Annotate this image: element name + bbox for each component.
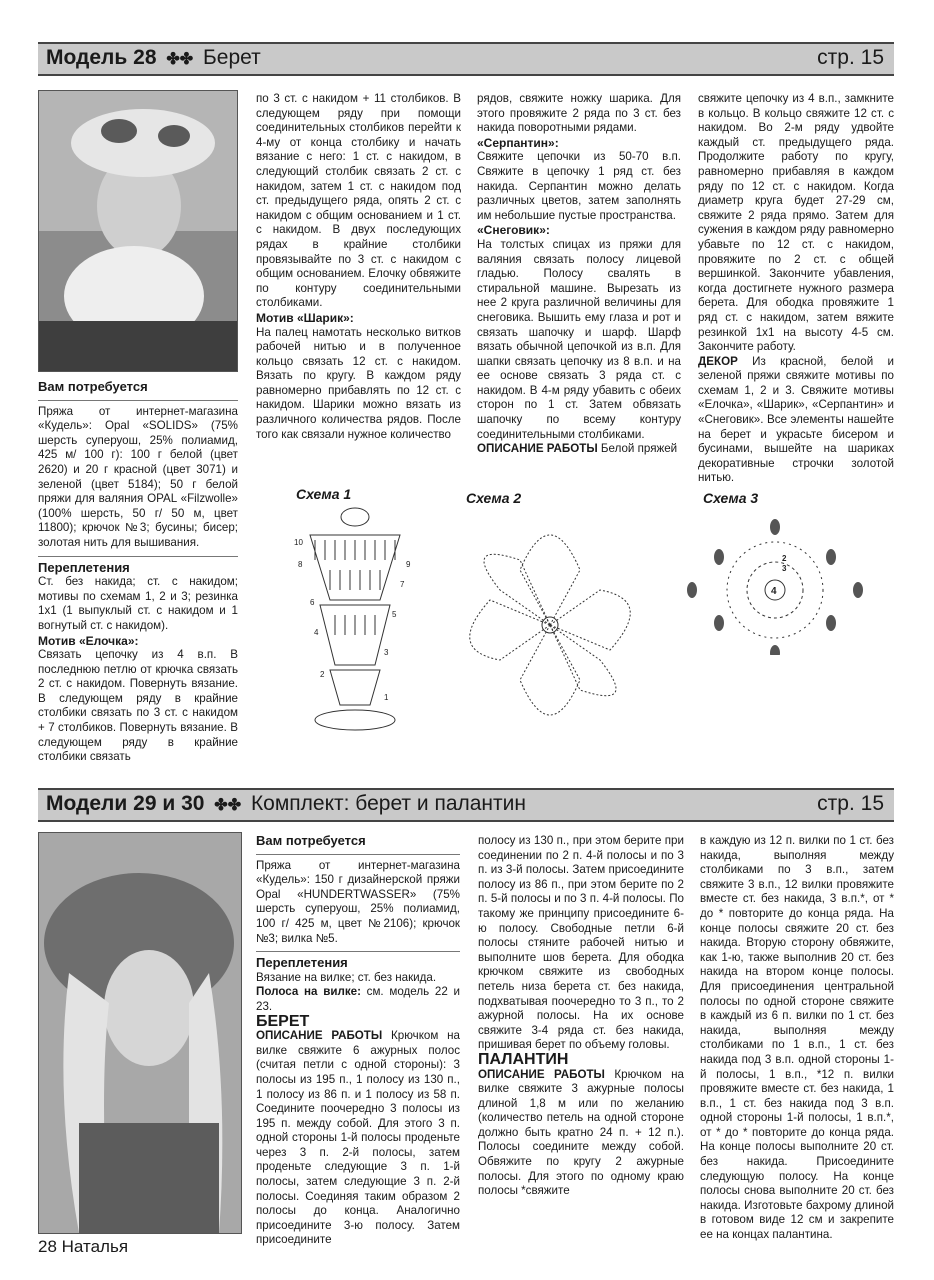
clubs-icon: ✤✤ <box>214 797 242 814</box>
model-29-30-banner <box>38 788 894 822</box>
schema-1-num: 9 <box>406 560 411 569</box>
banner-title <box>46 792 526 816</box>
fork-text: см. модель 22 и 23. <box>256 985 460 1013</box>
work-paragraph <box>477 442 681 457</box>
palantin-lead: ОПИСАНИЕ РАБОТЫ <box>478 1067 605 1081</box>
snegovik-heading: «Снеговик»: <box>477 223 550 238</box>
section1-column-1 <box>38 380 238 765</box>
page-footer: 28 Наталья <box>38 1237 129 1256</box>
stitches-text: Вязание на вилке; ст. без накида. <box>256 970 437 984</box>
section1-column-3 <box>477 92 681 457</box>
schema-3-diagram <box>682 505 872 655</box>
schema-1-num: 8 <box>298 560 303 569</box>
banner-title <box>46 46 261 70</box>
stitches-text: Ст. без накида; ст. с накидом; мотивы по схемам 1, 2 и 3; резинка 1х1 (1 выпуклый ст. с накидом и 1 вогнутый ст. с накидом). <box>38 575 238 632</box>
section2-column-3 <box>478 834 684 1199</box>
col3-text: рядов, свяжите ножку шарика. Для этого провяжите 2 ряда по 3 ст. без накида поворотными рядами. <box>477 92 681 135</box>
divider <box>256 854 460 855</box>
col4-text: свяжите цепочку из 4 в.п., замкните в кольцо. В кольцо свяжите 12 ст. с накидом. Во 2-м ряду удвойте каждый ст. предыдущего ряда. Продолжите работу по кругу, равномерно прибавляя в каждом ряду по 12 ст. с накидом. Когда диаметр круга будет 27-29 см, свяжите 2 ряда прямо. Затем для сужения в каждом ряду равномерно убавьте по 12 ст. с накидом, провяжите по 2 ст. с общей вершинкой. Закончите убавления, когда достигнете нужного размера берета. Для ободка провяжите 1 ряд ст. с накидом, затем вяжите резинкой 1х1 на высоту 4-5 см. Закончите работу. <box>698 92 894 354</box>
schema-1-num: 10 <box>294 538 303 547</box>
schema-1-num: 1 <box>384 693 389 702</box>
stitches-heading: Переплетения <box>38 559 130 575</box>
snegovik-text: На толстых спицах из пряжи для валяния связать полосу лицевой гладью. Полосу свалять в стиральной машине. Вырезать из нее 2 круга различной величины для снеговика. Вышить ему глаза и рот и связать шапочку и шарф. Шарф вязать обычной цепочкой из в.п. Для шапки связать цепочку из 8 в.п. и на ее основе связать 3 ряда ст. с накидом. В 4-м ряду убавить с обеих сторон по 1 ст. Затем обвязать шапочку по всему контуру соединительными столбиками. <box>477 237 681 441</box>
divider <box>38 400 238 401</box>
serpantin-heading: «Серпантин»: <box>477 135 559 150</box>
fork-paragraph <box>256 985 460 1014</box>
materials-text: Пряжа от интернет-магазина «Кудель»: Opal «SOLIDS» (75% шерсть суперуош, 25% полиамид, 425 м/ 100 г): 100 г белой (цвет 2620) и 20 г красной (цвет 3071) и зеленой (цвет 5184); 50 г белой пряжи для валяния OPAL «Filzwolle» (100% шерсть, 50 г/ 50 м, цвет 11800); крючок №3; бусины; бисер; золотая нить для вышивания. <box>38 404 238 549</box>
materials-heading: Вам потребуется <box>256 833 366 848</box>
col3-text: полосу из 130 п., при этом берите при соединении по 2 п. 4-й полосы и по 3 п. из 3-й полосы. Затем присоедините полосу из 86 п., при этом берите по 2 п. 5-й полосы и по 3 п. 4-й полосы. По такому же принципу присоедините 6-ю полосу. Свободные петли 6-й полосы стяните рабочей нитью и выполните шов берета. Для ободка крючком свяжите из свободных петель низа берета ст. без накида, подхватывая поочередно то 3 п., то 2 ажурной полосы. На их основе свяжите 3-4 ряда ст. без накида, пришивая берет по объему головы. <box>478 834 684 1052</box>
schema-3-num: 3 <box>782 564 787 573</box>
beret-heading: БЕРЕТ <box>256 1012 310 1030</box>
palantin-paragraph <box>478 1068 684 1199</box>
set-model-photo <box>38 832 242 1234</box>
schema-1-num: 5 <box>392 610 397 619</box>
schema-1-num: 6 <box>310 598 315 607</box>
beret-paragraph <box>256 1029 460 1248</box>
section2-column-2 <box>256 834 460 1248</box>
section2-column-4 <box>700 834 894 1243</box>
divider <box>256 951 460 952</box>
col4-text: в каждую из 12 п. вилки по 1 ст. без накида, выполняя между столбиками по 3 в.п., затем свяжите 3 в.п., 12 вилки провяжите вместе ст. без накида, 3 в.п.*, от * до * повторите до конца ряда. На конце полосы свяжите 20 ст. без накида. Вторую сторону обвяжите, как 1-ю, также выполнив 20 ст. без накида на втором конце полосы. Для присоединения центральной полосы по одной стороне свяжите в каждый из 6 п. вилки по 1 ст. без накида, выполняя между столбиками по 1 в.п., 1 ст. без накида под 3 в.п. одной стороны 1-й полосы, 1 в.п., *12 п. вилки провяжите вместе ст. без накида, 1 в.п., 1 ст. без накида под 3 в.п. одной стороны 1-й полосы, 1 в.п.*, от * до * повторите до конца ряда. На конце полосы выполните 20 ст. без накида. Присоедините следующую полосу. На конце полосы снова выполните 20 ст. без накида. Изготовьте бахрому длиной в готовом виде 12 см и закрепите ее на концах палантина. <box>700 834 894 1242</box>
schema-1-num: 3 <box>384 648 389 657</box>
schema-2-title: Схема 2 <box>466 490 522 506</box>
palantin-heading: ПАЛАНТИН <box>478 1050 569 1068</box>
clubs-icon: ✤✤ <box>166 51 194 68</box>
materials-heading: Вам потребуется <box>38 379 148 394</box>
divider <box>38 556 238 557</box>
schema-1-diagram <box>280 505 430 755</box>
schema-2-diagram <box>440 500 660 755</box>
fork-lead: Полоса на вилке: <box>256 985 361 999</box>
col2-text: по 3 ст. с накидом + 11 столбиков. В следующем ряду при помощи соединительных столбиков перейти к 4-му от конца столбику и начать вязание с него: 1 ст. с накидом, в следующий столбик связать 2 ст. с накидом, затем 1 ст. с накидом под ст. предыдущего ряда, опять 2 ст. с накидом с общим основанием и 1 ст. с накидом. В двух последующих рядах в крайние столбики провязывайте по 3 ст. с накидом с общим основанием. Елочку обвяжите по контуру соединительными столбиками. <box>256 92 461 310</box>
banner-page: стр. 15 <box>817 792 884 815</box>
banner-page: стр. 15 <box>817 46 884 69</box>
banner-model: Модели 29 и 30 <box>46 792 205 815</box>
yolochka-text: Связать цепочку из 4 в.п. В последнюю петлю от крючка связать 2 ст. с накидом. Повернуть вязание. В следующем ряду в крайние столбики связать по 3 ст. с накидом + 7 столбиков. Повернуть вязание. В следующем ряду в крайние столбики связать <box>38 648 238 764</box>
section1-column-4 <box>698 92 894 486</box>
schema-1-num: 2 <box>320 670 325 679</box>
beret-text: Крючком на вилке свяжите 6 ажурных полос (считая петли с одной стороны): 3 полосы из 195 п., 1 полосу из 130 п., 1 полосу из 86 п. и 1 полосу из 58 п. Соедините поочередно 3 полосы из 195 п. между собой. Для этого 3 п. одной стороны 1-й полосы проденьте через 3 п. 2-й полосы, затем проденьте следующие 3 п. 1-й полосы, затем следующие 3 п. 2-й полосы. Соединяя таким образом 2 полосы до конца. Аналогично присоедините 3-ю полосу. Затем присоедините <box>256 1029 460 1247</box>
yolochka-heading: Мотив «Елочка»: <box>38 633 139 648</box>
sharik-heading: Мотив «Шарик»: <box>256 310 354 325</box>
banner-subtitle: Берет <box>203 46 261 69</box>
decor-paragraph <box>698 355 894 486</box>
schema-3-title: Схема 3 <box>703 490 759 506</box>
serpantin-text: Свяжите цепочки из 50-70 в.п. Свяжите в цепочку 1 ряд ст. без накида. Серпантин можно делать различных цветов, затем заполнять им небольшие пустые пространства. <box>477 150 681 222</box>
palantin-text: Крючком на вилке свяжите 3 ажурные полосы длиной 1,8 м или по желанию (количество петель на одной стороне должно быть кратно 24 п. + 12 п.). Полосы соедините между собой. Обвяжите по кругу 2 ажурные полосы. Для этого по одному краю полосы *свяжите <box>478 1067 684 1198</box>
schema-3-num: 2 <box>782 554 787 563</box>
materials-text: Пряжа от интернет-магазина «Кудель»: 150 г дизайнерской пряжи Opal «HUNDERTWASSER» (75% шерсть суперуош, 25% полиамид, 100 г/ 425 м, цвет №2106); крючок №3; вилка №5. <box>256 858 460 945</box>
decor-lead: ДЕКОР <box>698 354 738 368</box>
work-text: Белой пряжей <box>597 442 678 456</box>
banner-model: Модель 28 <box>46 46 157 69</box>
decor-text: Из красной, белой и зеленой пряжи свяжите мотивы по схемам 1, 2 и 3. Свяжите мотивы «Елочка», «Шарик», «Серпантин» и «Снеговик». Все элементы нашейте на берет и украсьте бисером и бусинами, вышейте на шариках декоративные строчки золотой нитью. <box>698 354 894 485</box>
banner-subtitle: Комплект: берет и палантин <box>250 792 526 815</box>
beret-lead: ОПИСАНИЕ РАБОТЫ <box>256 1029 383 1043</box>
model-28-banner <box>38 42 894 76</box>
schema-3-num: 4 <box>771 586 777 597</box>
stitches-heading: Переплетения <box>256 955 348 971</box>
schema-1-num: 7 <box>400 580 405 589</box>
beret-model-photo <box>38 90 238 372</box>
schema-1-num: 4 <box>314 628 319 637</box>
schema-1-title: Схема 1 <box>296 486 352 502</box>
sharik-text: На палец намотать несколько витков рабочей нитью и в полученное кольцо связать 12 ст. с накидом. Вязать по кругу. В каждом ряду равномерно прибавлять по 12 ст. с накидом. Шарики можно вязать из различного количества рядов. После того как связали нужное количество <box>256 325 461 441</box>
section1-column-2 <box>256 92 461 442</box>
work-lead: ОПИСАНИЕ РАБОТЫ <box>477 442 598 456</box>
